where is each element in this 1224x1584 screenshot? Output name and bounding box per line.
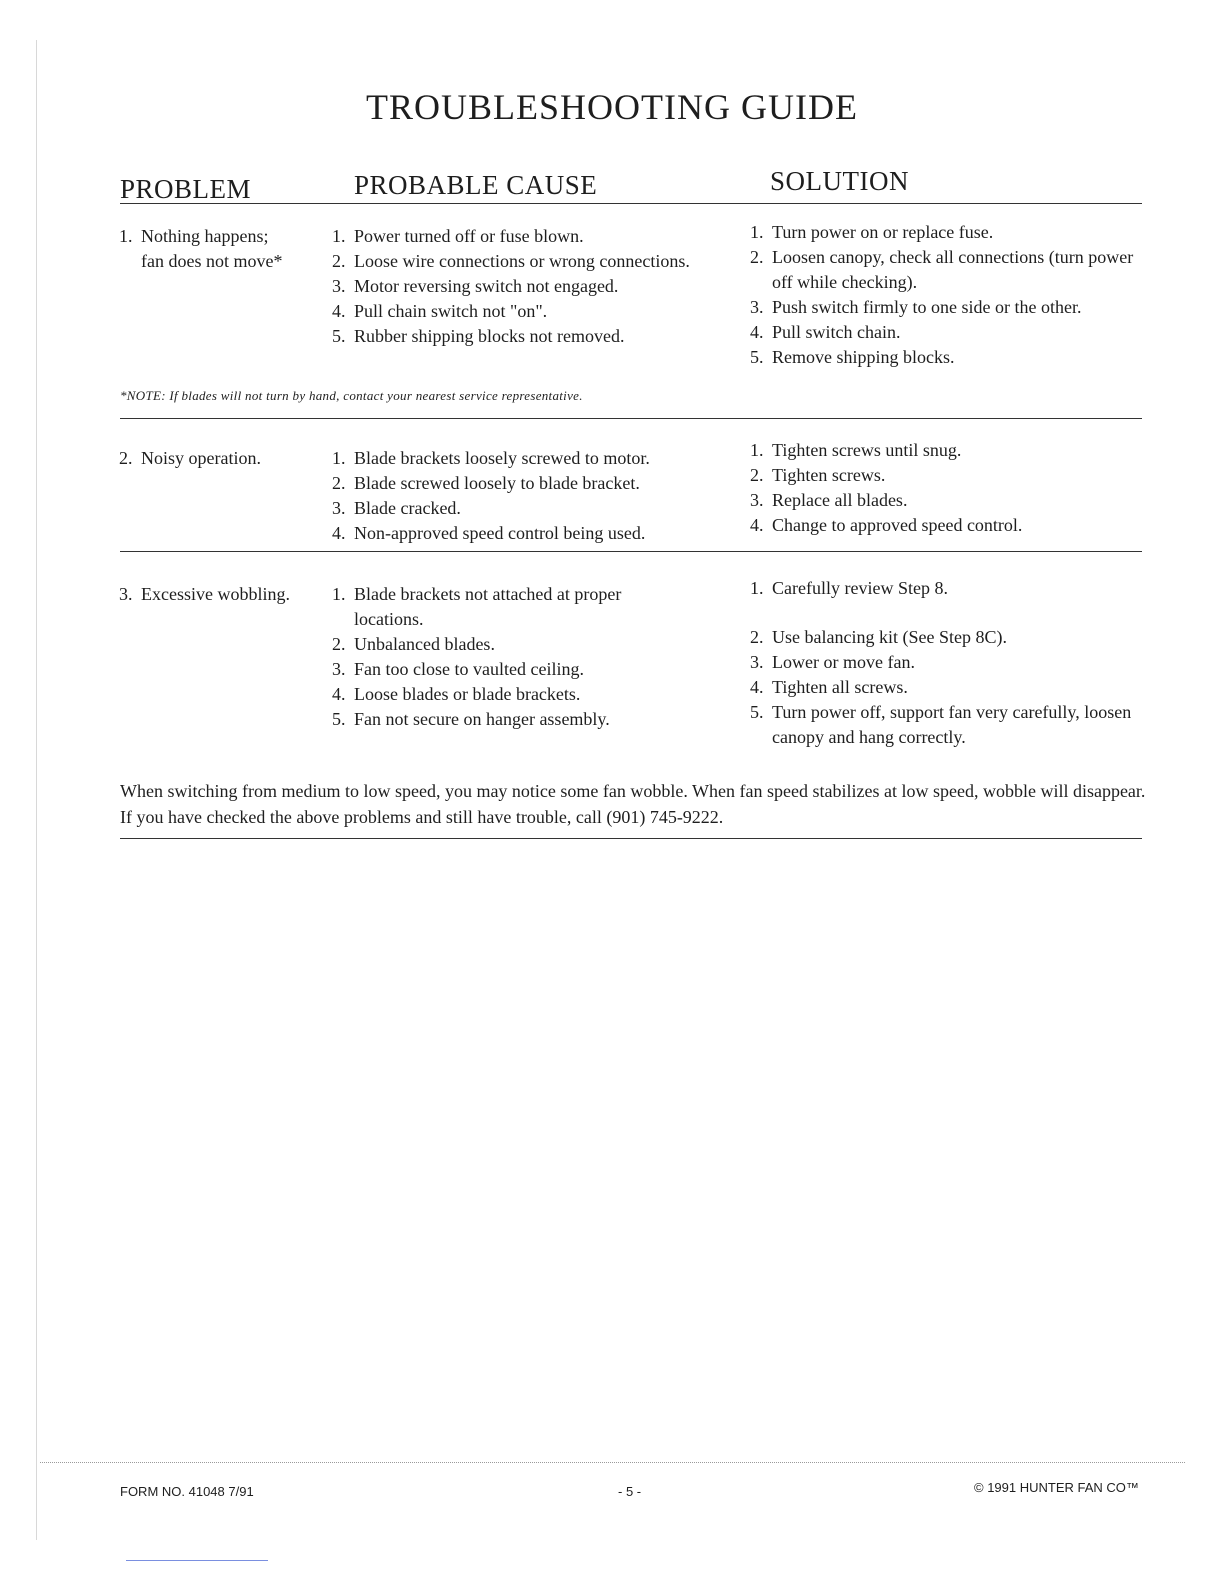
cause-list bbox=[332, 582, 692, 732]
list-item: 5. Turn power off, support fan very carefully, loosen canopy and hang correctly. bbox=[750, 702, 1132, 747]
list-item: 2. Loose wire connections or wrong connections. bbox=[332, 251, 690, 271]
list-item: 2. Unbalanced blades. bbox=[332, 634, 495, 654]
problem-number: 1. bbox=[119, 226, 133, 246]
list-item: 4. Change to approved speed control. bbox=[750, 515, 1023, 535]
problem-cell bbox=[119, 446, 319, 471]
list-item: 5. Rubber shipping blocks not removed. bbox=[332, 326, 625, 346]
list-item: 3. Fan too close to vaulted ceiling. bbox=[332, 659, 584, 679]
header-cause: PROBABLE CAUSE bbox=[354, 170, 598, 200]
list-item: 1. Blade brackets not attached at proper locations. bbox=[332, 584, 622, 629]
list-item: 1. Turn power on or replace fuse. bbox=[750, 222, 994, 242]
page-edge-left bbox=[36, 40, 37, 1540]
problem-cell bbox=[119, 582, 319, 607]
copyright: © 1991 HUNTER FAN CO™ bbox=[974, 1480, 1139, 1495]
list-item: 3. Lower or move fan. bbox=[750, 652, 915, 672]
solution-list bbox=[750, 576, 1150, 750]
list-item: 3. Push switch firmly to one side or the other. bbox=[750, 297, 1082, 317]
form-number: FORM NO. 41048 7/91 bbox=[120, 1484, 254, 1499]
header-rule bbox=[120, 203, 1142, 204]
solution-list bbox=[750, 220, 1150, 370]
list-item: 5. Fan not secure on hanger assembly. bbox=[332, 709, 610, 729]
list-item: 4. Pull chain switch not "on". bbox=[332, 301, 548, 321]
list-item: 1. Power turned off or fuse blown. bbox=[332, 226, 584, 246]
cause-list bbox=[332, 446, 692, 546]
page-edge-bottom bbox=[40, 1462, 1185, 1463]
problem-number: 3. bbox=[119, 584, 133, 604]
list-item: 5. Remove shipping blocks. bbox=[750, 347, 955, 367]
solution-list bbox=[750, 438, 1150, 538]
page-number: - 5 - bbox=[618, 1484, 642, 1499]
list-item: 4. Loose blades or blade brackets. bbox=[332, 684, 581, 704]
row-rule bbox=[120, 418, 1142, 419]
problem-text: Excessive wobbling. bbox=[141, 584, 290, 604]
list-item: 1. Blade brackets loosely screwed to motor. bbox=[332, 448, 650, 468]
list-item: 3. Blade cracked. bbox=[332, 498, 461, 518]
cause-list bbox=[332, 224, 692, 349]
list-item: 1. Tighten screws until snug. bbox=[750, 440, 962, 460]
list-item: 4. Tighten all screws. bbox=[750, 677, 908, 697]
row-rule bbox=[120, 551, 1142, 552]
problem-text: Noisy operation. bbox=[141, 448, 261, 468]
list-item: 3. Replace all blades. bbox=[750, 490, 908, 510]
problem-text: fan does not move* bbox=[141, 251, 283, 271]
list-item: 4. Non-approved speed control being used. bbox=[332, 523, 646, 543]
list-item: 3. Motor reversing switch not engaged. bbox=[332, 276, 619, 296]
problem-text: Nothing happens; bbox=[141, 226, 269, 246]
note-text: *NOTE: If blades will not turn by hand, contact your nearest service representative. bbox=[120, 388, 583, 403]
closing-paragraph: When switching from medium to low speed, you may notice some fan wobble. When fan speed stabilizes at low speed, wobble will disappear. If you have checked the above problems and still have trouble, call (901) 745-9222. bbox=[120, 781, 1146, 827]
list-item: 4. Pull switch chain. bbox=[750, 322, 901, 342]
page-title: TROUBLESHOOTING GUIDE bbox=[366, 87, 858, 127]
header-problem: PROBLEM bbox=[120, 174, 252, 204]
list-item: 2. Loosen canopy, check all connections (turn power off while checking). bbox=[750, 247, 1134, 292]
list-item: 2. Blade screwed loosely to blade bracket. bbox=[332, 473, 640, 493]
list-item: 1. Carefully review Step 8. bbox=[750, 578, 948, 598]
link-underline bbox=[126, 1560, 268, 1561]
closing-rule bbox=[120, 838, 1142, 839]
list-item: 2. Use balancing kit (See Step 8C). bbox=[750, 627, 1007, 647]
header-solution: SOLUTION bbox=[770, 166, 909, 196]
problem-cell bbox=[119, 224, 319, 274]
list-item: 2. Tighten screws. bbox=[750, 465, 886, 485]
problem-number: 2. bbox=[119, 448, 133, 468]
